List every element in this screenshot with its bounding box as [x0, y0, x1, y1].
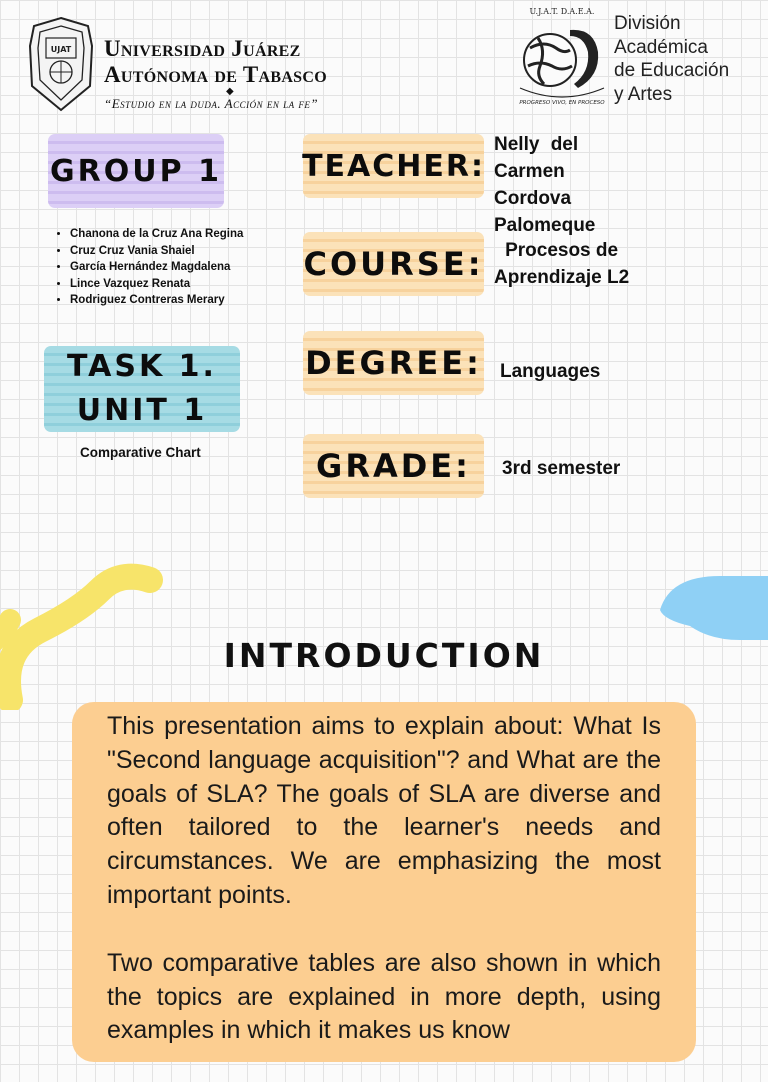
diamond-ornament-icon: ◆	[226, 86, 234, 97]
university-name-line2: Autónoma de Tabasco	[104, 62, 327, 87]
ujat-seal-logo	[26, 16, 96, 112]
teacher-label: TEACHER:	[303, 134, 484, 198]
teacher-name-line: Nelly del Carmen	[494, 134, 579, 182]
division-line: División	[614, 13, 681, 34]
course-name-line: Aprendizaje L2	[494, 267, 630, 288]
task-label-line1: TASK 1.	[67, 349, 217, 384]
list-item: • Lince Vazquez Renata	[70, 276, 243, 293]
task-label	[44, 346, 240, 432]
blue-blob-decoration	[650, 570, 768, 640]
university-motto: “Estudio en la duda. Acción en la fe”	[104, 96, 319, 111]
division-line: y Artes	[614, 83, 673, 105]
grade-value: 3rd semester	[502, 458, 621, 479]
daea-motto: PROGRESO VIVO, EN PROCESO	[519, 100, 605, 106]
introduction-text	[107, 710, 661, 1082]
daea-logo	[516, 4, 608, 110]
group-label: GROUP 1	[48, 134, 224, 208]
degree-label: DEGREE:	[303, 331, 484, 395]
yellow-squiggle-decoration	[0, 560, 180, 710]
course-name-line: Procesos de	[505, 240, 619, 261]
teacher-name	[494, 131, 660, 239]
course-label: COURSE:	[303, 232, 484, 296]
grade-label: GRADE:	[303, 434, 484, 498]
introduction-paragraph: This presentation aims to explain about: What Is "Second language acquisition"? and What are the goals of SLA? The goals of SLA are diverse and often tailored to the learner's needs and circumstances. We are emphasizing the most important points.	[107, 712, 661, 909]
division-name	[614, 12, 729, 106]
degree-value: Languages	[500, 361, 601, 382]
university-name-line1: Universidad Juárez	[104, 36, 301, 61]
task-label-line2: UNIT 1	[76, 393, 208, 428]
division-line: de Educación	[614, 60, 730, 81]
introduction-title: INTRODUCTION	[223, 636, 545, 675]
teacher-name-line: Palomeque	[494, 215, 596, 236]
teacher-name-line: Cordova	[494, 188, 572, 209]
list-item: • García Hernández Magdalena	[70, 259, 243, 276]
university-name	[104, 36, 327, 88]
introduction-box	[72, 702, 696, 1062]
seal-text: UJAT	[50, 45, 72, 54]
list-item: • Chanona de la Cruz Ana Regina	[70, 226, 243, 243]
list-item: • Cruz Cruz Vania Shaiel	[70, 243, 243, 260]
introduction-paragraph: Two comparative tables are also shown in which the topics are explained in more depth, using examples in which it makes us know	[107, 948, 661, 1045]
division-line: Académica	[614, 36, 708, 58]
task-caption: Comparative Chart	[80, 445, 201, 460]
course-name	[494, 237, 629, 291]
daea-logo-text: U.J.A.T. D.A.E.A.	[529, 7, 595, 16]
list-item: • Rodriguez Contreras Merary	[70, 292, 243, 309]
member-list	[56, 226, 243, 309]
